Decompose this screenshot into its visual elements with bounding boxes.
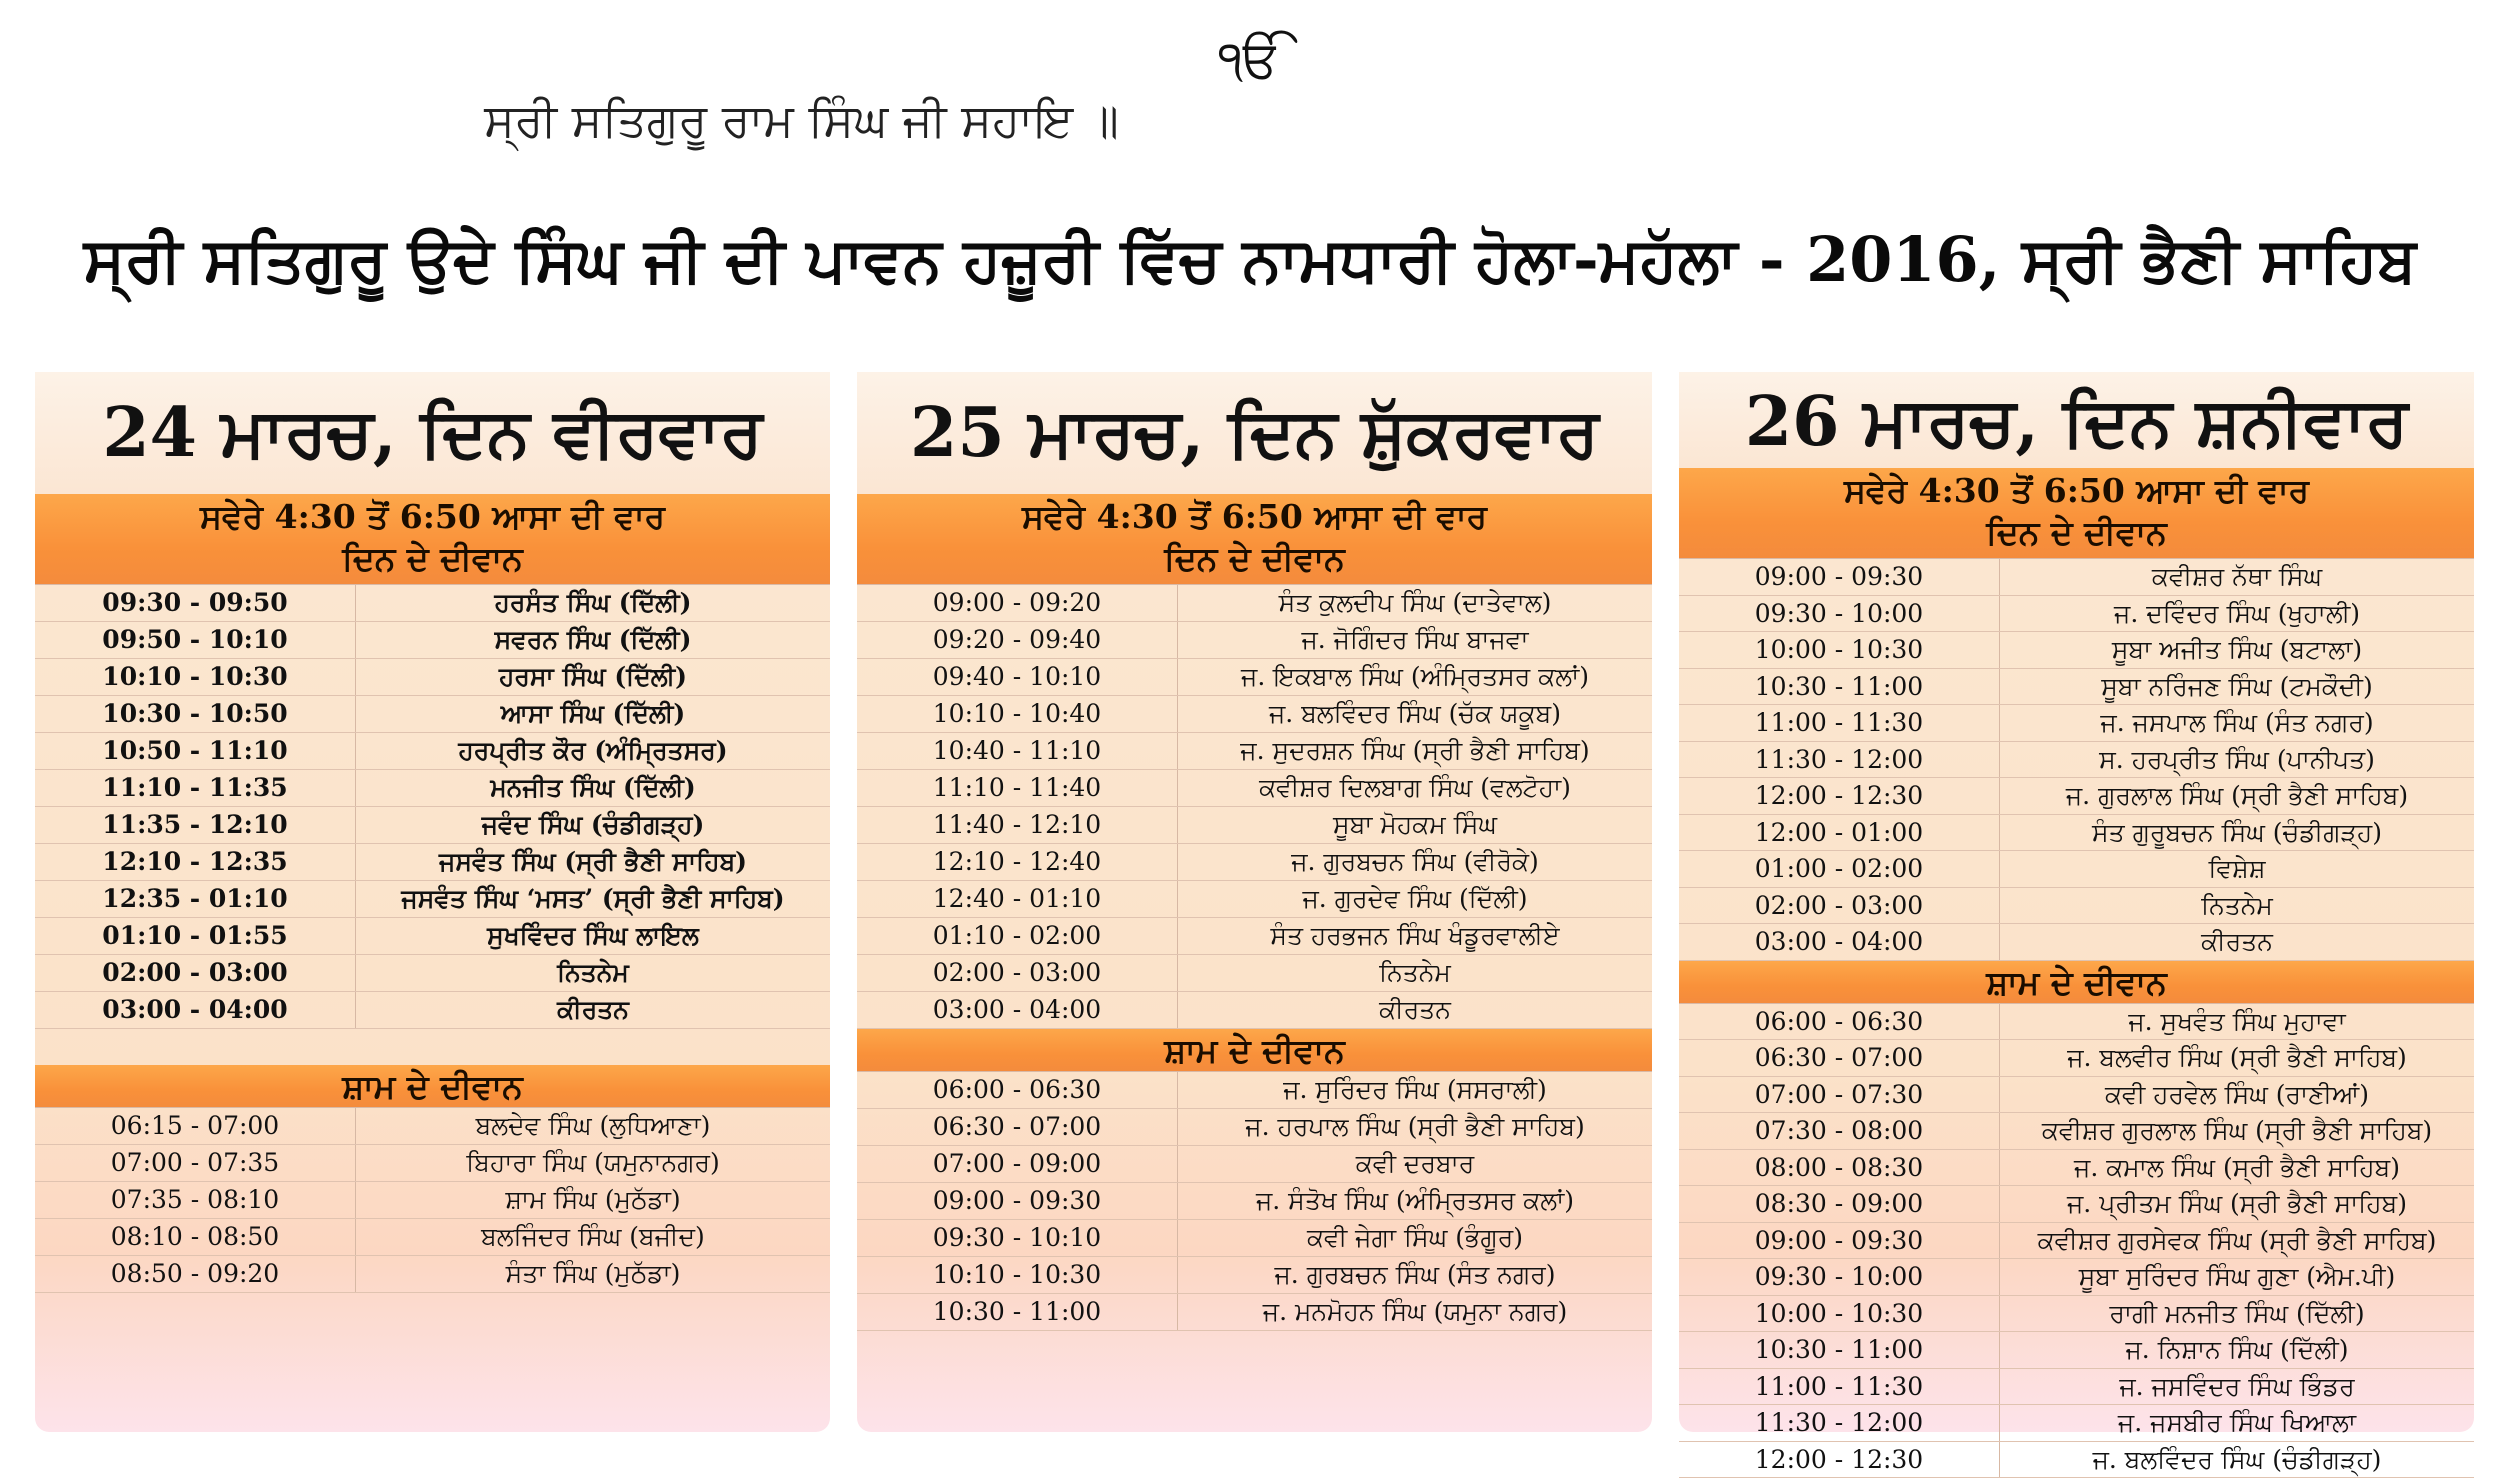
schedule-row	[35, 881, 830, 918]
schedule-row	[1679, 1040, 2474, 1077]
time-cell: 03:00 - 04:00	[1679, 924, 2000, 960]
time-cell: 08:10 - 08:50	[35, 1219, 356, 1255]
schedule-row	[35, 1182, 830, 1219]
schedule-row	[857, 844, 1652, 881]
morning-band	[35, 494, 830, 584]
time-cell: 07:30 - 08:00	[1679, 1113, 2000, 1149]
time-cell: 06:30 - 07:00	[857, 1109, 1178, 1145]
time-cell: 08:30 - 09:00	[1679, 1186, 2000, 1222]
time-cell: 09:30 - 10:00	[1679, 596, 2000, 632]
time-cell: 09:20 - 09:40	[857, 622, 1178, 658]
spacer	[35, 1029, 830, 1065]
name-cell: ਨਿਤਨੇਮ	[356, 955, 830, 991]
schedule-row	[857, 918, 1652, 955]
schedule-row	[35, 770, 830, 807]
time-cell: 02:00 - 03:00	[35, 955, 356, 991]
time-cell: 12:40 - 01:10	[857, 881, 1178, 917]
name-cell: ਬਲਜਿੰਦਰ ਸਿੰਘ (ਬਜੀਦ)	[356, 1219, 830, 1255]
day-title: 24 ਮਾਰਚ, ਦਿਨ ਵੀਰਵਾਰ	[35, 372, 830, 494]
time-cell: 10:10 - 10:30	[35, 659, 356, 695]
schedule-row	[1679, 1259, 2474, 1296]
name-cell: ਸੰਤ ਗੁਰੂਬਚਨ ਸਿੰਘ (ਚੰਡੀਗੜ੍ਹ)	[2000, 815, 2474, 851]
evening-diwan-heading: ਸ਼ਾਮ ਦੇ ਦੀਵਾਨ	[1679, 961, 2474, 1003]
schedule-row	[1679, 1405, 2474, 1442]
name-cell: ਕਵੀ ਜੇਗਾ ਸਿੰਘ (ਭੰਗੂਰ)	[1178, 1220, 1652, 1256]
schedule-row	[35, 807, 830, 844]
time-cell: 11:00 - 11:30	[1679, 1369, 2000, 1405]
name-cell: ਨਿਤਨੇਮ	[1178, 955, 1652, 991]
schedule-row	[1679, 815, 2474, 852]
morning-asa-di-var: ਸਵੇਰੇ 4:30 ਤੋਂ 6:50 ਆਸਾ ਦੀ ਵਾਰ	[1679, 470, 2474, 512]
day-title: 25 ਮਾਰਚ, ਦਿਨ ਸ਼ੁੱਕਰਵਾਰ	[857, 372, 1652, 494]
time-cell: 09:00 - 09:30	[1679, 559, 2000, 595]
name-cell: ਹਰਪ੍ਰੀਤ ਕੌਰ (ਅੰਮ੍ਰਿਤਸਰ)	[356, 733, 830, 769]
name-cell: ਜ. ਦਵਿੰਦਰ ਸਿੰਘ (ਖੁਹਾਲੀ)	[2000, 596, 2474, 632]
name-cell: ਜ. ਗੁਰਲਾਲ ਸਿੰਘ (ਸ੍ਰੀ ਭੈਣੀ ਸਾਹਿਬ)	[2000, 778, 2474, 814]
time-cell: 11:30 - 12:00	[1679, 1405, 2000, 1441]
time-cell: 10:00 - 10:30	[1679, 632, 2000, 668]
time-cell: 07:00 - 09:00	[857, 1146, 1178, 1182]
name-cell: ਜ. ਜੋਗਿੰਦਰ ਸਿੰਘ ਬਾਜਵਾ	[1178, 622, 1652, 658]
time-cell: 02:00 - 03:00	[1679, 888, 2000, 924]
schedule-row	[1679, 1442, 2474, 1478]
time-cell: 09:50 - 10:10	[35, 622, 356, 658]
schedule-row	[1679, 851, 2474, 888]
time-cell: 10:30 - 11:00	[1679, 669, 2000, 705]
name-cell: ਜ. ਜਸਪਾਲ ਸਿੰਘ (ਸੰਤ ਨਗਰ)	[2000, 705, 2474, 741]
name-cell: ਸੰਤਾ ਸਿੰਘ (ਮੁਠੱਡਾ)	[356, 1256, 830, 1292]
day-diwan-heading: ਦਿਨ ਦੇ ਦੀਵਾਨ	[857, 538, 1652, 580]
time-cell: 08:00 - 08:30	[1679, 1150, 2000, 1186]
schedule-row	[857, 1257, 1652, 1294]
schedule-row	[35, 992, 830, 1029]
day-diwan-heading: ਦਿਨ ਦੇ ਦੀਵਾਨ	[1679, 512, 2474, 554]
time-cell: 01:10 - 01:55	[35, 918, 356, 954]
time-cell: 01:00 - 02:00	[1679, 851, 2000, 887]
page-title: ਸ੍ਰੀ ਸਤਿਗੁਰੂ ਉਦੇ ਸਿੰਘ ਜੀ ਦੀ ਪਾਵਨ ਹਜ਼ੂਰੀ ਵਿੱਚ ਨਾਮਧਾਰੀ ਹੋਲਾ-ਮਹੱਲਾ - 2016, ਸ੍ਰੀ ਭੈਣੀ ਸਾਹਿਬ	[0, 215, 2500, 305]
name-cell: ਸ. ਹਰਪ੍ਰੀਤ ਸਿੰਘ (ਪਾਨੀਪਤ)	[2000, 742, 2474, 778]
schedule-row	[1679, 1296, 2474, 1333]
time-cell: 12:00 - 12:30	[1679, 778, 2000, 814]
time-cell: 06:30 - 07:00	[1679, 1040, 2000, 1076]
schedule-row	[857, 955, 1652, 992]
schedule-row	[857, 585, 1652, 622]
name-cell: ਜ. ਨਿਸ਼ਾਨ ਸਿੰਘ (ਦਿੱਲੀ)	[2000, 1332, 2474, 1368]
name-cell: ਕਵੀਸ਼ਰ ਦਿਲਬਾਗ ਸਿੰਘ (ਵਲਟੋਹਾ)	[1178, 770, 1652, 806]
schedule-row	[35, 696, 830, 733]
day-card-25-march	[857, 372, 1652, 1432]
name-cell: ਬਲਦੇਵ ਸਿੰਘ (ਲੁਧਿਆਣਾ)	[356, 1108, 830, 1144]
day-card-24-march	[35, 372, 830, 1432]
schedule-row	[857, 696, 1652, 733]
day-card-26-march	[1679, 372, 2474, 1432]
schedule-row	[35, 1219, 830, 1256]
name-cell: ਸੂਬਾ ਅਜੀਤ ਸਿੰਘ (ਬਟਾਲਾ)	[2000, 632, 2474, 668]
schedule-row	[35, 659, 830, 696]
schedule-row	[857, 1220, 1652, 1257]
name-cell: ਜ. ਸੁਰਿੰਦਰ ਸਿੰਘ (ਸਸਰਾਲੀ)	[1178, 1072, 1652, 1108]
name-cell: ਮਨਜੀਤ ਸਿੰਘ (ਦਿੱਲੀ)	[356, 770, 830, 806]
time-cell: 09:00 - 09:30	[1679, 1223, 2000, 1259]
name-cell: ਕੀਰਤਨ	[2000, 924, 2474, 960]
schedule-row	[1679, 1077, 2474, 1114]
evening-diwan-heading: ਸ਼ਾਮ ਦੇ ਦੀਵਾਨ	[35, 1065, 830, 1107]
name-cell: ਜ. ਸੁਦਰਸ਼ਨ ਸਿੰਘ (ਸ੍ਰੀ ਭੈਣੀ ਸਾਹਿਬ)	[1178, 733, 1652, 769]
name-cell: ਜ. ਬਲਵੀਰ ਸਿੰਘ (ਸ੍ਰੀ ਭੈਣੀ ਸਾਹਿਬ)	[2000, 1040, 2474, 1076]
schedule-row	[1679, 596, 2474, 633]
name-cell: ਸੰਤ ਕੁਲਦੀਪ ਸਿੰਘ (ਦਾਤੇਵਾਲ)	[1178, 585, 1652, 621]
time-cell: 10:40 - 11:10	[857, 733, 1178, 769]
schedule-row	[1679, 1223, 2474, 1260]
time-cell: 09:30 - 09:50	[35, 585, 356, 621]
time-cell: 12:00 - 01:00	[1679, 815, 2000, 851]
name-cell: ਜ. ਪ੍ਰੀਤਮ ਸਿੰਘ (ਸ੍ਰੀ ਭੈਣੀ ਸਾਹਿਬ)	[2000, 1186, 2474, 1222]
time-cell: 09:30 - 10:00	[1679, 1259, 2000, 1295]
time-cell: 11:00 - 11:30	[1679, 705, 2000, 741]
name-cell: ਆਸਾ ਸਿੰਘ (ਦਿੱਲੀ)	[356, 696, 830, 732]
name-cell: ਸ਼ਾਮ ਸਿੰਘ (ਮੁਠੱਡਾ)	[356, 1182, 830, 1218]
morning-asa-di-var: ਸਵੇਰੇ 4:30 ਤੋਂ 6:50 ਆਸਾ ਦੀ ਵਾਰ	[857, 496, 1652, 538]
time-cell: 12:00 - 12:30	[1679, 1442, 2000, 1478]
schedule-row	[35, 1108, 830, 1145]
time-cell: 12:10 - 12:40	[857, 844, 1178, 880]
day-schedule	[1679, 558, 2474, 961]
schedule-row	[1679, 778, 2474, 815]
day-diwan-heading: ਦਿਨ ਦੇ ਦੀਵਾਨ	[35, 538, 830, 580]
schedule-row	[857, 1109, 1652, 1146]
schedule-row	[1679, 888, 2474, 925]
name-cell: ਸੂਬਾ ਸੁਰਿੰਦਰ ਸਿੰਘ ਗੁਣਾ (ਐਮ.ਪੀ)	[2000, 1259, 2474, 1295]
day-title: 26 ਮਾਰਚ, ਦਿਨ ਸ਼ਨੀਵਾਰ	[1679, 372, 2474, 468]
time-cell: 09:40 - 10:10	[857, 659, 1178, 695]
name-cell: ਸੁਖਵਿੰਦਰ ਸਿੰਘ ਲਾਇਲ	[356, 918, 830, 954]
evening-diwan-heading: ਸ਼ਾਮ ਦੇ ਦੀਵਾਨ	[857, 1029, 1652, 1071]
time-cell: 12:10 - 12:35	[35, 844, 356, 880]
name-cell: ਜ. ਬਲਵਿੰਦਰ ਸਿੰਘ (ਚੰਡੀਗੜ੍ਹ)	[2000, 1442, 2474, 1478]
schedule-row	[35, 955, 830, 992]
schedule-row	[35, 1145, 830, 1182]
evening-schedule	[35, 1107, 830, 1293]
time-cell: 03:00 - 04:00	[35, 992, 356, 1028]
time-cell: 02:00 - 03:00	[857, 955, 1178, 991]
time-cell: 10:30 - 10:50	[35, 696, 356, 732]
schedule-row	[35, 733, 830, 770]
name-cell: ਸਵਰਨ ਸਿੰਘ (ਦਿੱਲੀ)	[356, 622, 830, 658]
time-cell: 11:10 - 11:40	[857, 770, 1178, 806]
name-cell: ਜ. ਜਸਬੀਰ ਸਿੰਘ ਖਿਆਲਾ	[2000, 1405, 2474, 1441]
time-cell: 01:10 - 02:00	[857, 918, 1178, 954]
schedule-row	[1679, 924, 2474, 961]
name-cell: ਸੂਬਾ ਨਰਿੰਜਣ ਸਿੰਘ (ਟਮਕੌਦੀ)	[2000, 669, 2474, 705]
name-cell: ਕੀਰਤਨ	[1178, 992, 1652, 1028]
schedule-row	[1679, 1004, 2474, 1041]
schedule-row	[35, 918, 830, 955]
name-cell: ਜ. ਕਮਾਲ ਸਿੰਘ (ਸ੍ਰੀ ਭੈਣੀ ਸਾਹਿਬ)	[2000, 1150, 2474, 1186]
time-cell: 11:30 - 12:00	[1679, 742, 2000, 778]
schedule-row	[1679, 742, 2474, 779]
schedule-row	[35, 844, 830, 881]
time-cell: 08:50 - 09:20	[35, 1256, 356, 1292]
name-cell: ਹਰਸੰਤ ਸਿੰਘ (ਦਿੱਲੀ)	[356, 585, 830, 621]
schedule-row	[857, 992, 1652, 1029]
morning-band	[1679, 468, 2474, 558]
schedule-row	[1679, 1150, 2474, 1187]
time-cell: 09:00 - 09:30	[857, 1183, 1178, 1219]
schedule-row	[857, 770, 1652, 807]
schedule-row	[857, 733, 1652, 770]
schedule-row	[35, 622, 830, 659]
schedule-row	[857, 1183, 1652, 1220]
schedule-row	[1679, 705, 2474, 742]
time-cell: 07:35 - 08:10	[35, 1182, 356, 1218]
schedule-row	[35, 1256, 830, 1293]
time-cell: 10:10 - 10:40	[857, 696, 1178, 732]
name-cell: ਕਵੀਸ਼ਰ ਗੁਰਲਾਲ ਸਿੰਘ (ਸ੍ਰੀ ਭੈਣੀ ਸਾਹਿਬ)	[2000, 1113, 2474, 1149]
schedule-row	[1679, 669, 2474, 706]
name-cell: ਜ. ਗੁਰਬਚਨ ਸਿੰਘ (ਵੀਰੋਕੇ)	[1178, 844, 1652, 880]
time-cell: 07:00 - 07:30	[1679, 1077, 2000, 1113]
name-cell: ਨਿਤਨੇਮ	[2000, 888, 2474, 924]
evening-schedule	[1679, 1003, 2474, 1478]
schedule-row	[857, 659, 1652, 696]
schedule-row	[857, 622, 1652, 659]
name-cell: ਜ. ਗੁਰਬਚਨ ਸਿੰਘ (ਸੰਤ ਨਗਰ)	[1178, 1257, 1652, 1293]
schedule-row	[1679, 1332, 2474, 1369]
schedule-row	[1679, 559, 2474, 596]
schedule-row	[857, 1294, 1652, 1331]
name-cell: ਵਿਸ਼ੇਸ਼	[2000, 851, 2474, 887]
schedule-row	[857, 1146, 1652, 1183]
time-cell: 09:30 - 10:10	[857, 1220, 1178, 1256]
schedule-row	[857, 807, 1652, 844]
name-cell: ਕਵੀਸ਼ਰ ਨੱਥਾ ਸਿੰਘ	[2000, 559, 2474, 595]
time-cell: 10:50 - 11:10	[35, 733, 356, 769]
schedule-row	[857, 1072, 1652, 1109]
morning-asa-di-var: ਸਵੇਰੇ 4:30 ਤੋਂ 6:50 ਆਸਾ ਦੀ ਵਾਰ	[35, 496, 830, 538]
ik-onkar-symbol: ੴ	[1180, 30, 1320, 90]
time-cell: 03:00 - 04:00	[857, 992, 1178, 1028]
schedule-row	[857, 881, 1652, 918]
name-cell: ਜਸਵੰਤ ਸਿੰਘ (ਸ੍ਰੀ ਭੈਣੀ ਸਾਹਿਬ)	[356, 844, 830, 880]
schedule-row	[35, 585, 830, 622]
name-cell: ਜ. ਮਨਮੋਹਨ ਸਿੰਘ (ਯਮੁਨਾ ਨਗਰ)	[1178, 1294, 1652, 1330]
day-schedule	[35, 584, 830, 1029]
name-cell: ਜਸਵੰਤ ਸਿੰਘ ‘ਮਸਤ’ (ਸ੍ਰੀ ਭੈਣੀ ਸਾਹਿਬ)	[356, 881, 830, 917]
schedule-row	[1679, 632, 2474, 669]
day-schedule	[857, 584, 1652, 1029]
name-cell: ਰਾਗੀ ਮਨਜੀਤ ਸਿੰਘ (ਦਿੱਲੀ)	[2000, 1296, 2474, 1332]
blessing-line: ਸ੍ਰੀ ਸਤਿਗੁਰੂ ਰਾਮ ਸਿੰਘ ਜੀ ਸਹਾਇ ॥	[0, 88, 1603, 152]
time-cell: 09:00 - 09:20	[857, 585, 1178, 621]
time-cell: 06:00 - 06:30	[857, 1072, 1178, 1108]
name-cell: ਕਵੀ ਹਰਵੇਲ ਸਿੰਘ (ਰਾਣੀਆਂ)	[2000, 1077, 2474, 1113]
time-cell: 06:15 - 07:00	[35, 1108, 356, 1144]
name-cell: ਕਵੀਸ਼ਰ ਗੁਰਸੇਵਕ ਸਿੰਘ (ਸ੍ਰੀ ਭੈਣੀ ਸਾਹਿਬ)	[2000, 1223, 2474, 1259]
morning-band	[857, 494, 1652, 584]
time-cell: 11:35 - 12:10	[35, 807, 356, 843]
name-cell: ਜ. ਇਕਬਾਲ ਸਿੰਘ (ਅੰਮ੍ਰਿਤਸਰ ਕਲਾਂ)	[1178, 659, 1652, 695]
schedule-row	[1679, 1186, 2474, 1223]
schedule-row	[1679, 1113, 2474, 1150]
time-cell: 10:30 - 11:00	[857, 1294, 1178, 1330]
name-cell: ਸੂਬਾ ਮੋਹਕਮ ਸਿੰਘ	[1178, 807, 1652, 843]
schedule-row	[1679, 1369, 2474, 1406]
name-cell: ਜ. ਸੁਖਵੰਤ ਸਿੰਘ ਮੁਹਾਵਾ	[2000, 1004, 2474, 1040]
time-cell: 06:00 - 06:30	[1679, 1004, 2000, 1040]
name-cell: ਜ. ਹਰਪਾਲ ਸਿੰਘ (ਸ੍ਰੀ ਭੈਣੀ ਸਾਹਿਬ)	[1178, 1109, 1652, 1145]
time-cell: 10:00 - 10:30	[1679, 1296, 2000, 1332]
time-cell: 11:10 - 11:35	[35, 770, 356, 806]
name-cell: ਕਵੀ ਦਰਬਾਰ	[1178, 1146, 1652, 1182]
name-cell: ਜਵੰਦ ਸਿੰਘ (ਚੰਡੀਗੜ੍ਹ)	[356, 807, 830, 843]
name-cell: ਜ. ਬਲਵਿੰਦਰ ਸਿੰਘ (ਚੱਕ ਯਕੂਬ)	[1178, 696, 1652, 732]
time-cell: 10:10 - 10:30	[857, 1257, 1178, 1293]
time-cell: 12:35 - 01:10	[35, 881, 356, 917]
name-cell: ਕੀਰਤਨ	[356, 992, 830, 1028]
name-cell: ਬਿਹਾਰਾ ਸਿੰਘ (ਯਮੁਨਾਨਗਰ)	[356, 1145, 830, 1181]
time-cell: 07:00 - 07:35	[35, 1145, 356, 1181]
name-cell: ਸੰਤ ਹਰਭਜਨ ਸਿੰਘ ਖੰਡੂਰਵਾਲੀਏ	[1178, 918, 1652, 954]
time-cell: 10:30 - 11:00	[1679, 1332, 2000, 1368]
name-cell: ਜ. ਗੁਰਦੇਵ ਸਿੰਘ (ਦਿੱਲੀ)	[1178, 881, 1652, 917]
name-cell: ਜ. ਜਸਵਿੰਦਰ ਸਿੰਘ ਭਿੰਡਰ	[2000, 1369, 2474, 1405]
time-cell: 11:40 - 12:10	[857, 807, 1178, 843]
evening-schedule	[857, 1071, 1652, 1331]
name-cell: ਹਰਸਾ ਸਿੰਘ (ਦਿੱਲੀ)	[356, 659, 830, 695]
name-cell: ਜ. ਸੰਤੋਖ ਸਿੰਘ (ਅੰਮ੍ਰਿਤਸਰ ਕਲਾਂ)	[1178, 1183, 1652, 1219]
